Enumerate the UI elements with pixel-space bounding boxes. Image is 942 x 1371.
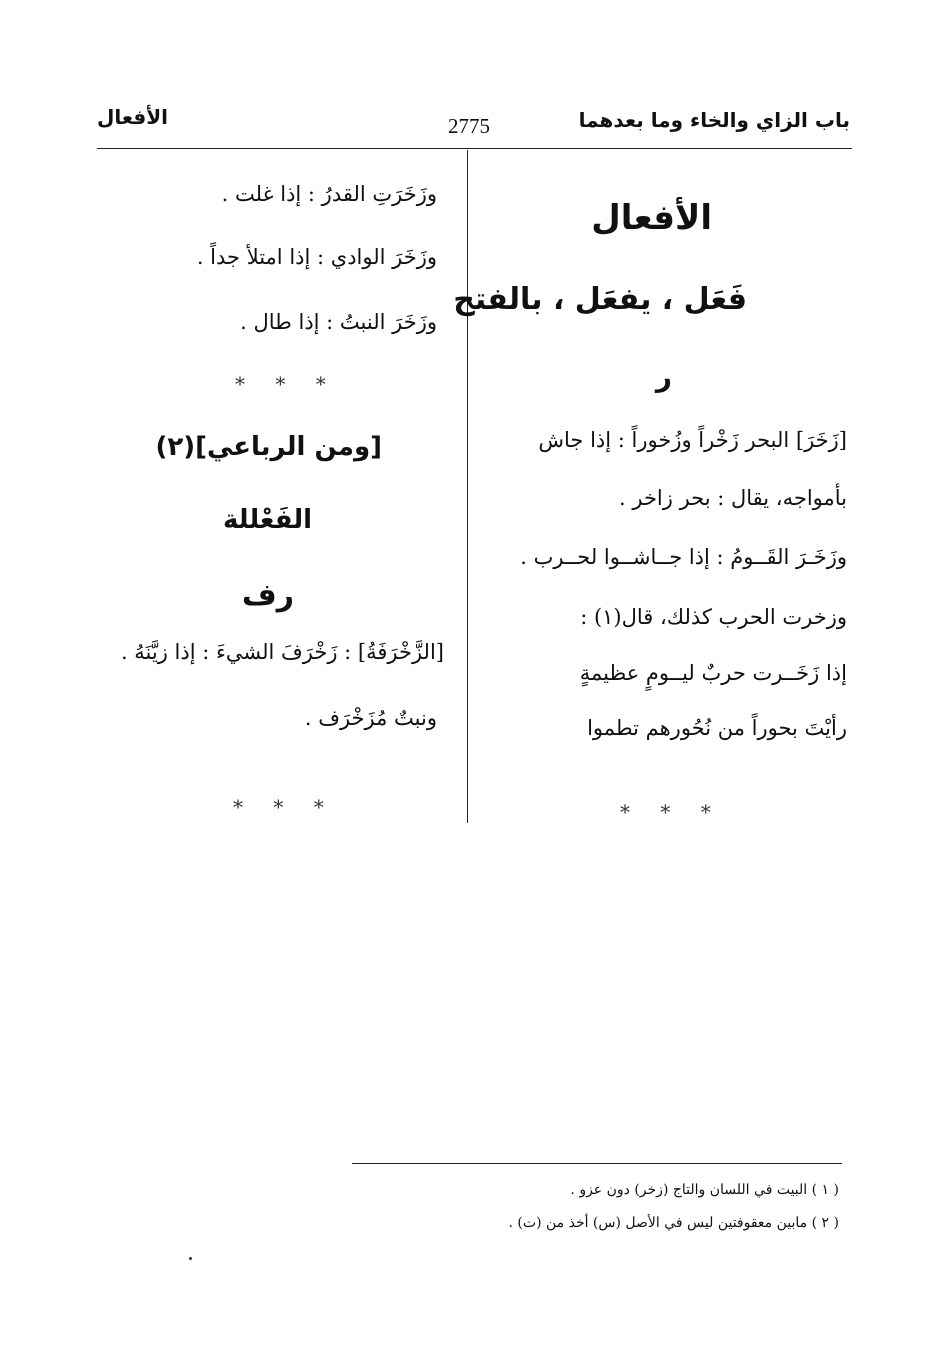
footnote: ( ٢ ) مابين معقوفتين ليس في الأصل (س) أخذ من (ت) . xyxy=(508,1215,839,1231)
verb-pattern-heading: فَعَل ، يفعَل ، بالفتح xyxy=(453,282,747,317)
entry-line: [زَخَرَ] البحر زَخْراً وزُخوراً : إذا جاش xyxy=(538,428,847,452)
running-header-chapter: باب الزاي والخاء وما بعدهما xyxy=(578,108,850,132)
section-separator: * * * xyxy=(620,800,723,824)
entry-line: وزَخَرَ الوادي : إذا امتلأ جداً . xyxy=(196,245,437,269)
footnote: ( ١ ) البيت في اللسان والتاج (زخر) دون عزو . xyxy=(570,1182,839,1198)
section-title: الأفعال xyxy=(591,198,712,238)
root-letter-heading: ر xyxy=(655,360,672,393)
entry-line: وزخرت الحرب كذلك، قال(١) : xyxy=(580,605,847,629)
section-separator: * * * xyxy=(233,795,336,819)
scan-speck xyxy=(189,1257,192,1260)
entry-line: وزَخَرَتِ القدرُ : إذا غلت . xyxy=(221,182,437,206)
entry-line: وزَخَـرَ القَــومُ : إذا جــاشــوا لحــرب . xyxy=(520,545,847,569)
running-header-section: الأفعال xyxy=(97,105,168,129)
column-divider xyxy=(467,150,468,823)
entry-line: ونبتٌ مُزَخْرَف . xyxy=(304,706,437,730)
subsection-heading: [ومن الرباعي](٢) xyxy=(155,432,382,462)
root-letter-heading: رف xyxy=(241,578,294,613)
section-separator: * * * xyxy=(235,372,338,396)
verb-pattern-heading: الفَعْللة xyxy=(222,505,312,535)
entry-line: بأمواجه، يقال : بحر زاخر . xyxy=(619,486,847,510)
page-number: 2775 xyxy=(448,114,490,138)
verse-line: إذا زَخَــرت حربٌ ليــومٍ عظيمةٍ xyxy=(579,661,847,685)
entry-line: [الزَّخْرَفَةُ] : زَخْرَفَ الشيءَ : إذا زيَّنَهُ . xyxy=(120,640,444,664)
verse-line: رأيْتَ بحوراً من نُحُورهم تطموا xyxy=(587,716,847,740)
entry-line: وزَخَرَ النبتُ : إذا طال . xyxy=(240,310,437,334)
footnote-rule xyxy=(352,1163,842,1164)
header-rule xyxy=(97,148,852,149)
